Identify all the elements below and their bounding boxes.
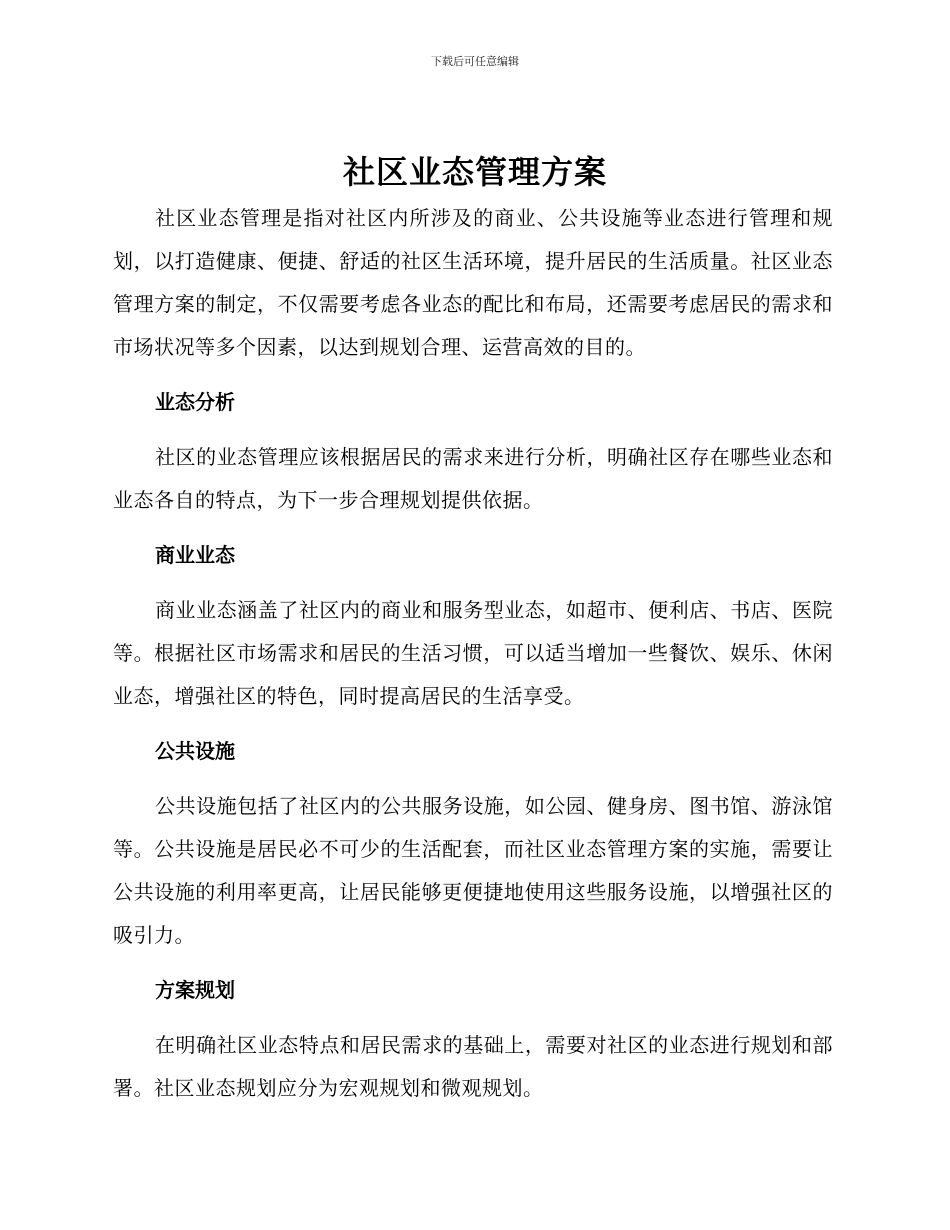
section-paragraph-business-analysis: 社区的业态管理应该根据居民的需求来进行分析，明确社区存在哪些业态和业态各自的特点，为下一步合理规划提供依据。	[113, 445, 833, 512]
header-note: 下载后可任意编辑	[431, 55, 519, 68]
section-heading-public-facilities: 公共设施	[155, 739, 235, 763]
section-paragraph-plan: 在明确社区业态特点和居民需求的基础上，需要对社区的业态进行规划和部署。社区业态规划应分为宏观规划和微观规划。	[113, 1033, 833, 1100]
document-body	[113, 197, 833, 1110]
section-heading-plan: 方案规划	[155, 978, 235, 1002]
section-paragraph-commercial: 商业业态涵盖了社区内的商业和服务型业态，如超市、便利店、书店、医院等。根据社区市场需求和居民的生活习惯，可以适当增加一些餐饮、娱乐、休闲业态，增强社区的特色，同时提高居民的生活享受。	[113, 598, 833, 708]
document-title: 社区业态管理方案	[342, 153, 607, 191]
intro-paragraph: 社区业态管理是指对社区内所涉及的商业、公共设施等业态进行管理和规划，以打造健康、便捷、舒适的社区生活环境，提升居民的生活质量。社区业态管理方案的制定，不仅需要考虑各业态的配比和布局，还需要考虑居民的需求和市场状况等多个因素，以达到规划合理、运营高效的目的。	[113, 206, 833, 359]
section-heading-business-analysis: 业态分析	[155, 390, 235, 414]
section-paragraph-public-facilities: 公共设施包括了社区内的公共服务设施，如公园、健身房、图书馆、游泳馆等。公共设施是居民必不可少的生活配套，而社区业态管理方案的实施，需要让公共设施的利用率更高，让居民能够更便捷地使用这些服务设施，以增强社区的吸引力。	[113, 794, 833, 947]
section-heading-commercial: 商业业态	[155, 543, 235, 567]
